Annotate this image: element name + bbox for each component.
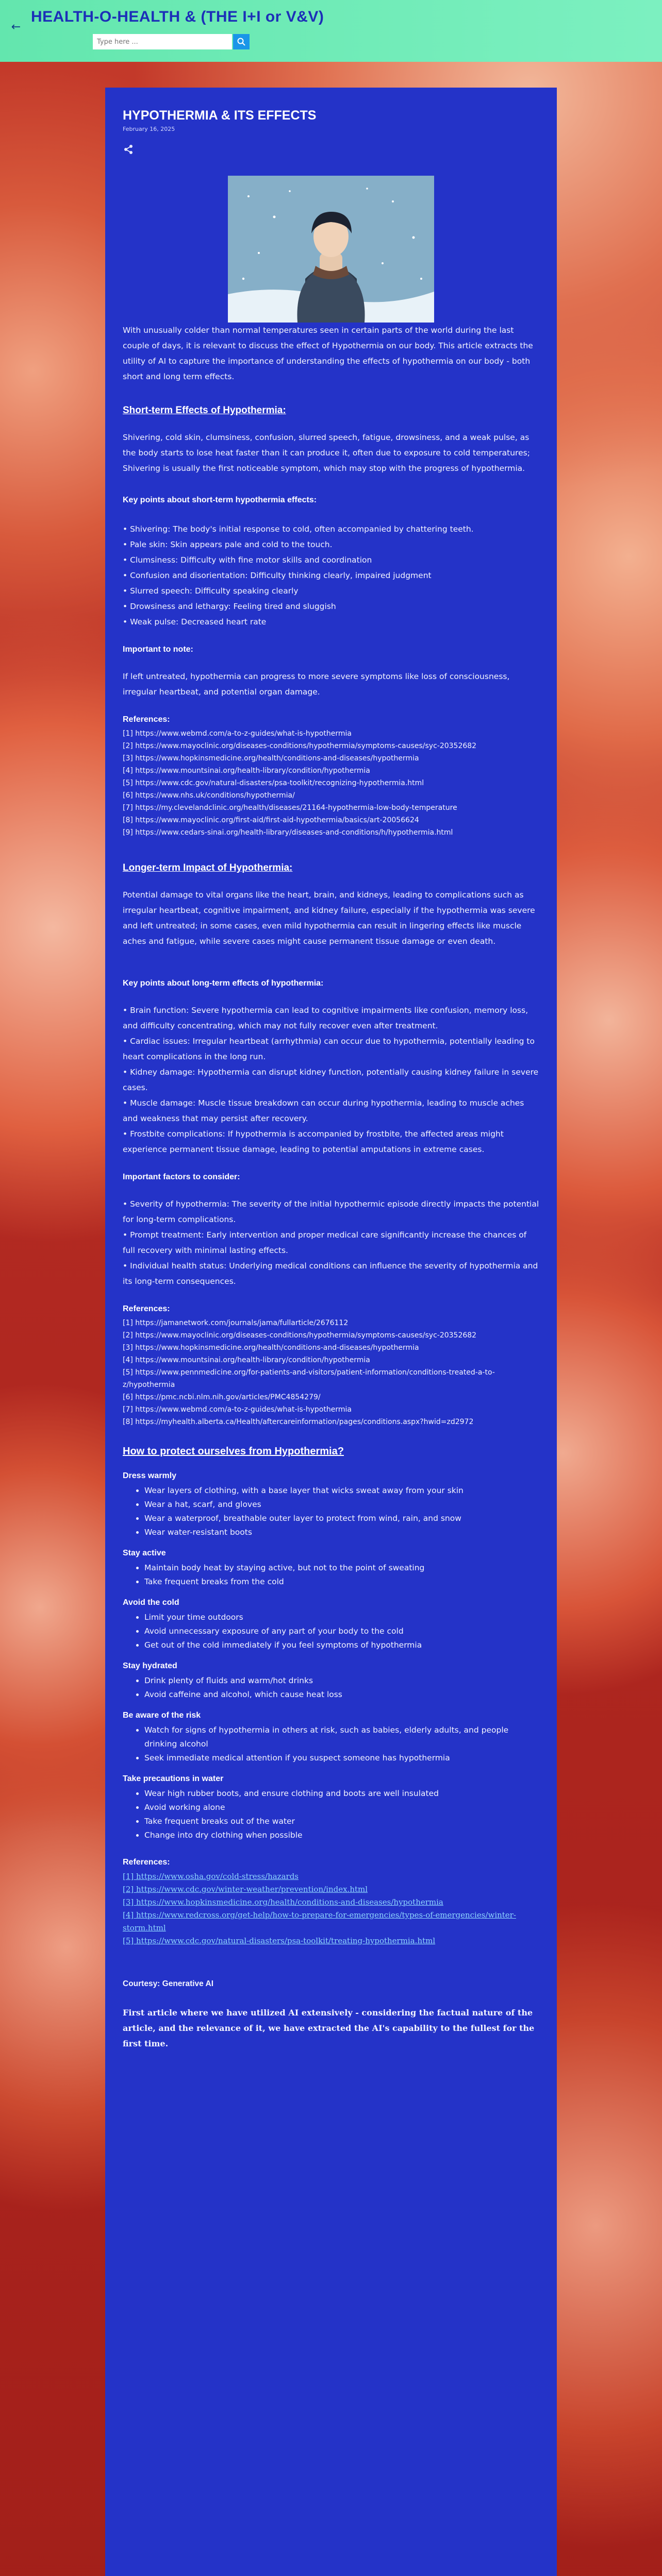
list-item: • Avoid caffeine and alcohol, which cause heat loss [144, 1688, 539, 1702]
list-item: • Weak pulse: Decreased heart rate [123, 617, 267, 626]
list-item: • Wear layers of clothing, with a base layer that wicks sweat away from your skin [144, 1484, 539, 1498]
short-term-heading: Short-term Effects of Hypothermia: [123, 405, 286, 416]
list-item: • Severity of hypothermia: The severity of the initial hypothermic episode directly impacts the potential for long-term complications. [123, 1199, 539, 1224]
reference-link[interactable]: [4] https://www.redcross.org/get-help/how-to-prepare-for-emergencies/types-of-emergencies/winter-storm.html [123, 1910, 516, 1933]
protect-group-title: Be aware of the risk [123, 1711, 201, 1720]
post-body [123, 323, 539, 2052]
blog-title[interactable]: HEALTH-O-HEALTH & (THE I+I or V&V) [31, 8, 324, 25]
protect-group-title: Dress warmly [123, 1471, 177, 1480]
list-item: • Frostbite complications: If hypothermia is accompanied by frostbite, the affected areas might experience permanent tissue damage, leading to potential amputations in extreme cases. [123, 1129, 504, 1154]
references-heading: References: [123, 715, 170, 724]
protect-group-title: Stay hydrated [123, 1662, 177, 1670]
top-bar [0, 0, 662, 62]
list-item: • Confusion and disorientation: Difficulty thinking clearly, impaired judgment [123, 571, 432, 580]
short-term-keypoints-heading: Key points about short-term hypothermia effects: [123, 496, 317, 504]
share-icon[interactable] [123, 144, 134, 155]
closing-note: First article where we have utilized AI extensively - considering the factual nature of the article, and the relevance of it, we have extracted the AI's capability to the fullest for the first time. [123, 2008, 535, 2048]
protect-group-list [123, 1787, 539, 1842]
long-term-references [123, 1317, 539, 1428]
protect-group-list [123, 1674, 539, 1702]
reference-link[interactable]: [7] https://my.clevelandclinic.org/health/diseases/21164-hypothermia-low-body-temperature [123, 804, 457, 812]
reference-link[interactable]: [9] https://www.cedars-sinai.org/health-library/diseases-and-conditions/h/hypothermia.html [123, 828, 453, 837]
reference-link[interactable]: [3] https://www.hopkinsmedicine.org/health/conditions-and-diseases/hypothermia [123, 1897, 443, 1907]
list-item: • Kidney damage: Hypothermia can disrupt kidney function, potentially causing kidney failure in severe cases. [123, 1067, 539, 1092]
man-in-winter-snow-illustration [228, 176, 434, 323]
reference-link[interactable]: [6] https://www.nhs.uk/conditions/hypothermia/ [123, 791, 295, 800]
factors-heading: Important factors to consider: [123, 1173, 240, 1181]
protect-group-list [123, 1723, 539, 1765]
important-note-text: If left untreated, hypothermia can progress to more severe symptoms like loss of consciousness, irregular heartbeat, and potential organ damage. [123, 672, 510, 697]
list-item: • Prompt treatment: Early intervention and proper medical care significantly increase the chances of full recovery with minimal lasting effects. [123, 1230, 527, 1255]
list-item: • Maintain body heat by staying active, but not to the point of sweating [144, 1561, 539, 1575]
reference-link[interactable]: [2] https://www.cdc.gov/winter-weather/prevention/index.html [123, 1885, 368, 1894]
protect-group-title: Stay active [123, 1549, 166, 1557]
search-button[interactable] [233, 34, 250, 49]
list-item: • Brain function: Severe hypothermia can lead to cognitive impairments like confusion, memory loss, and difficulty concentrating, which may not fully recover even after treatment. [123, 1006, 528, 1030]
post-card [105, 88, 557, 2576]
references-heading: References: [123, 1858, 170, 1867]
courtesy-note: Courtesy: Generative AI [123, 1979, 214, 1988]
short-term-references [123, 727, 539, 839]
list-item: • Cardiac issues: Irregular heartbeat (arrhythmia) can occur due to hypothermia, potentially leading to heart complications in the long run. [123, 1037, 535, 1061]
list-item: • Shivering: The body's initial response to cold, often accompanied by chattering teeth. [123, 524, 474, 534]
list-item: • Wear high rubber boots, and ensure clothing and boots are well insulated [144, 1787, 539, 1801]
list-item: • Slurred speech: Difficulty speaking clearly [123, 586, 299, 596]
reference-link[interactable]: [7] https://www.webmd.com/a-to-z-guides/what-is-hypothermia [123, 1405, 352, 1414]
reference-link[interactable]: [8] https://myhealth.alberta.ca/Health/aftercareinformation/pages/conditions.aspx?hwid=zd2972 [123, 1418, 474, 1426]
protect-group-list [123, 1484, 539, 1539]
reference-link[interactable]: [4] https://www.mountsinai.org/health-library/condition/hypothermia [123, 1356, 370, 1364]
list-item: • Take frequent breaks from the cold [144, 1575, 539, 1589]
reference-link[interactable]: [5] https://www.pennmedicine.org/for-patients-and-visitors/patient-information/conditions-treated-a-to-z/hypothermia [123, 1368, 495, 1389]
long-term-heading: Longer-term Impact of Hypothermia: [123, 862, 293, 873]
factors-list [123, 1196, 539, 1289]
reference-link[interactable]: [5] https://www.cdc.gov/natural-disasters/psa-toolkit/treating-hypothermia.html [123, 1936, 436, 1945]
post-date: February 16, 2025 [123, 126, 175, 132]
post-title[interactable]: HYPOTHERMIA & ITS EFFECTS [123, 108, 317, 123]
protect-group-list [123, 1611, 539, 1652]
list-item: • Pale skin: Skin appears pale and cold to the touch. [123, 540, 333, 549]
reference-link[interactable]: [2] https://www.mayoclinic.org/diseases-conditions/hypothermia/symptoms-causes/syc-20352682 [123, 1331, 477, 1340]
list-item: • Drink plenty of fluids and warm/hot drinks [144, 1674, 539, 1688]
list-item: • Muscle damage: Muscle tissue breakdown can occur during hypothermia, leading to muscle aches and weakness that may persist after recovery. [123, 1098, 524, 1123]
reference-link[interactable]: [8] https://www.mayoclinic.org/first-aid/first-aid-hypothermia/basics/art-20056624 [123, 816, 419, 824]
list-item: • Limit your time outdoors [144, 1611, 539, 1624]
list-item: • Wear a hat, scarf, and gloves [144, 1498, 539, 1512]
reference-link[interactable]: [6] https://pmc.ncbi.nlm.nih.gov/articles/PMC4854279/ [123, 1393, 321, 1401]
reference-link[interactable]: [1] https://www.webmd.com/a-to-z-guides/what-is-hypothermia [123, 730, 352, 738]
reference-link[interactable]: [3] https://www.hopkinsmedicine.org/health/conditions-and-diseases/hypothermia [123, 1344, 419, 1352]
reference-link[interactable]: [5] https://www.cdc.gov/natural-disasters/psa-toolkit/recognizing-hypothermia.html [123, 779, 424, 787]
intro-paragraph: With unusually colder than normal temperatures seen in certain parts of the world during the last couple of days, it is relevant to discuss the effect of Hypothermia on our body. This article extracts the utility of AI to capture the importance of understanding the effects of hypothermia on our body - both short and long term effects. [123, 326, 533, 381]
list-item: • Individual health status: Underlying medical conditions can influence the severity of hypothermia and its long-term consequences. [123, 1261, 538, 1286]
list-item: • Take frequent breaks out of the water [144, 1815, 539, 1828]
protect-group-list [123, 1561, 539, 1589]
list-item: • Change into dry clothing when possible [144, 1828, 539, 1842]
list-item: • Seek immediate medical attention if you suspect someone has hypothermia [144, 1751, 539, 1765]
long-term-keypoints-heading: Key points about long-term effects of hypothermia: [123, 979, 324, 988]
search-input[interactable] [93, 34, 232, 49]
protect-references [123, 1870, 539, 1947]
long-term-keypoints-list [123, 1003, 539, 1157]
short-term-keypoints-list [123, 521, 539, 630]
list-item: • Get out of the cold immediately if you feel symptoms of hypothermia [144, 1638, 539, 1652]
references-heading: References: [123, 1304, 170, 1313]
long-term-text: Potential damage to vital organs like the heart, brain, and kidneys, leading to complications such as irregular heartbeat, cognitive impairment, and kidney failure, especially if the hypothermia was severe and left untreated; in some cases, even mild hypothermia can result in lingering effects like muscle aches and fatigue, while severe cases might cause permanent tissue damage or even death. [123, 890, 535, 946]
back-arrow-icon[interactable]: ← [11, 21, 21, 33]
list-item: • Drowsiness and lethargy: Feeling tired and sluggish [123, 602, 336, 611]
protect-heading: How to protect ourselves from Hypothermia? [123, 1446, 344, 1457]
list-item: • Watch for signs of hypothermia in others at risk, such as babies, elderly adults, and people drinking alcohol [144, 1723, 539, 1751]
search-icon [237, 37, 246, 46]
short-term-text: Shivering, cold skin, clumsiness, confusion, slurred speech, fatigue, drowsiness, and a weak pulse, as the body starts to lose heat faster than it can produce it, often due to exposure to cold temperatures; Shivering is usually the first noticeable symptom, which may stop with the progress of hypothermia. [123, 433, 530, 473]
list-item: • Avoid unnecessary exposure of any part of your body to the cold [144, 1624, 539, 1638]
protect-group-title: Avoid the cold [123, 1598, 179, 1607]
list-item: • Wear a waterproof, breathable outer layer to protect from wind, rain, and snow [144, 1512, 539, 1526]
reference-link[interactable]: [2] https://www.mayoclinic.org/diseases-conditions/hypothermia/symptoms-causes/syc-20352682 [123, 742, 477, 750]
reference-link[interactable]: [3] https://www.hopkinsmedicine.org/health/conditions-and-diseases/hypothermia [123, 754, 419, 762]
important-note-heading: Important to note: [123, 645, 193, 654]
hero-image [228, 176, 434, 323]
protect-group-title: Take precautions in water [123, 1774, 224, 1783]
list-item: • Clumsiness: Difficulty with fine motor skills and coordination [123, 555, 372, 565]
reference-link[interactable]: [4] https://www.mountsinai.org/health-library/condition/hypothermia [123, 767, 370, 775]
list-item: • Wear water-resistant boots [144, 1526, 539, 1539]
list-item: • Avoid working alone [144, 1801, 539, 1815]
reference-link[interactable]: [1] https://www.osha.gov/cold-stress/hazards [123, 1872, 299, 1881]
reference-link[interactable]: [1] https://jamanetwork.com/journals/jama/fullarticle/2676112 [123, 1319, 349, 1327]
